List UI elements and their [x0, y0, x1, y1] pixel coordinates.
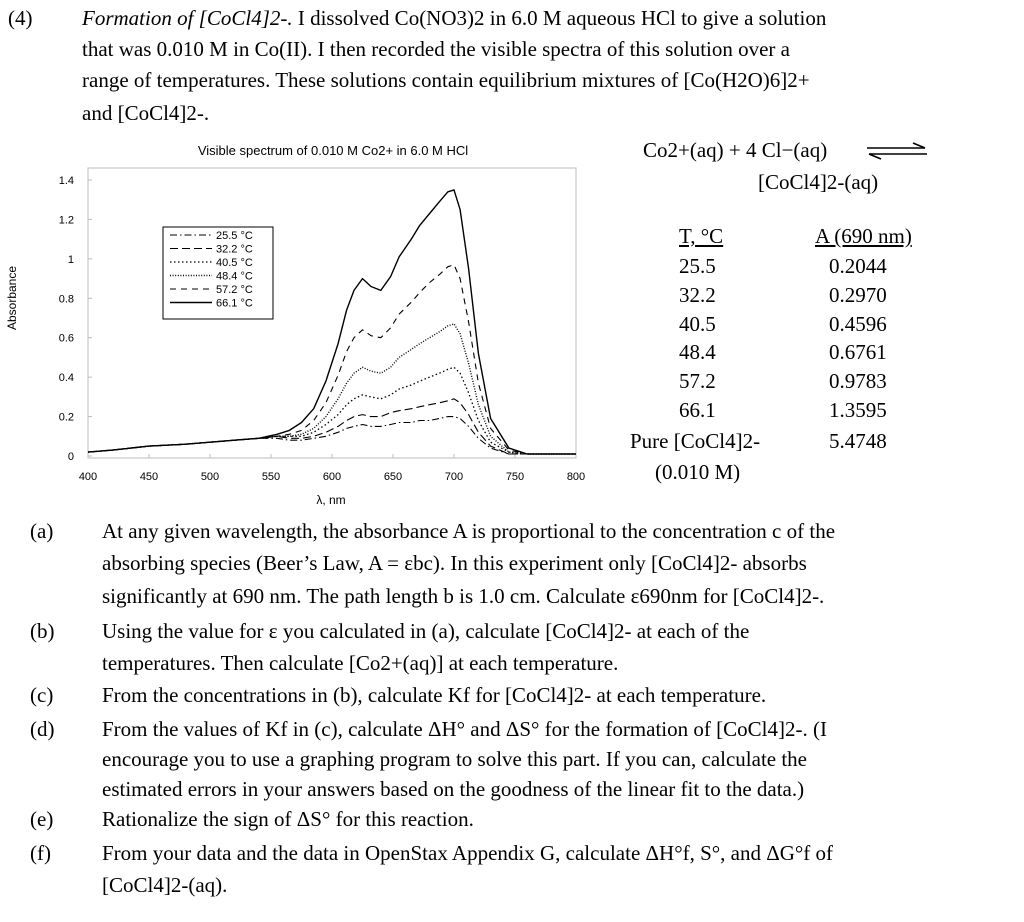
- part-d-line: From the values of Kf in (c), calculate ΔH° and ΔS° for the formation of [CoCl4]2-. (I: [102, 717, 827, 741]
- y-tick-label: 0.8: [58, 293, 74, 306]
- part-a-line: significantly at 690 nm. The path length b is 1.0 cm. Calculate ε690nm for [CoCl4]2-.: [102, 584, 825, 608]
- y-tick-label: 1.2: [58, 214, 74, 227]
- table-header-absorbance: A (690 nm): [815, 224, 912, 248]
- series-line-3: [88, 367, 576, 454]
- y-tick-label: 0.4: [58, 372, 74, 385]
- part-label-e: (e): [30, 807, 54, 831]
- part-d-line: encourage you to use a graphing program to solve this part. If you can, calculate the: [102, 747, 808, 771]
- x-tick-label: 450: [139, 471, 159, 483]
- table-temp: 66.1: [679, 398, 716, 422]
- table-abs: 0.6761: [829, 340, 887, 364]
- problem-intro-line-1: [82, 2, 826, 34]
- series-line-1: [88, 417, 576, 454]
- series-line-6: [88, 190, 576, 454]
- legend-label: 57.2 °C: [216, 284, 253, 296]
- intro-line: I dissolved Co(NO3)2 in 6.0 M aqueous HCl to give a solution: [297, 6, 827, 30]
- y-tick-label: 0.2: [58, 411, 74, 424]
- plot-frame: [88, 168, 576, 458]
- table-temp: 57.2: [679, 369, 716, 393]
- problem-intro-line-4: and [CoCl4]2-.: [82, 101, 210, 125]
- x-tick-label: 500: [200, 471, 220, 483]
- part-label-d: (d): [30, 717, 55, 741]
- equation-lhs: Co2+(aq) + 4 Cl−(aq): [643, 138, 828, 162]
- part-b-line: temperatures. Then calculate [Co2+(aq)] at each temperature.: [102, 651, 619, 675]
- legend-label: 32.2 °C: [216, 243, 253, 256]
- y-tick-label: 0: [67, 451, 74, 463]
- table-abs: 0.2970: [829, 283, 887, 307]
- problem-intro-line-2: that was 0.010 M in Co(II). I then recorded the visible spectra of this solution over a: [82, 37, 790, 61]
- x-axis-label: λ, nm: [316, 493, 346, 507]
- table-temp: 32.2: [679, 283, 716, 307]
- part-c-line: From the concentrations in (b), calculate Kf for [CoCl4]2- at each temperature.: [102, 683, 767, 707]
- series-lines: [88, 190, 576, 454]
- legend: [163, 227, 273, 319]
- y-tick-label: 0.6: [58, 332, 74, 345]
- part-label-c: (c): [30, 683, 54, 707]
- part-f-line: [CoCl4]2-(aq).: [102, 873, 228, 897]
- equation-rhs: [CoCl4]2-(aq): [758, 170, 879, 194]
- part-label-b: (b): [30, 619, 55, 643]
- problem-number: (4): [8, 6, 33, 30]
- y-axis-label: Absorbance: [5, 265, 19, 331]
- part-label-a: (a): [30, 519, 54, 543]
- table-abs: 0.9783: [829, 369, 887, 393]
- table-temp: 40.5: [679, 312, 716, 336]
- spectrum-chart: [0, 138, 600, 510]
- table-header-temp: T, °C: [679, 224, 724, 248]
- y-tick-label: 1.4: [58, 175, 74, 187]
- part-b-line: Using the value for ε you calculated in (a), calculate [CoCl4]2- at each of the: [102, 619, 750, 643]
- x-tick-label: 650: [383, 471, 403, 483]
- problem-intro-line-3: range of temperatures. These solutions contain equilibrium mixtures of [Co(H2O)6]2+: [82, 68, 810, 92]
- table-temp: 48.4: [679, 340, 716, 364]
- part-label-f: (f): [30, 841, 51, 865]
- chart-title: Visible spectrum of 0.010 M Co2+ in 6.0 M HCl: [197, 143, 469, 158]
- legend-label: 48.4 °C: [216, 270, 253, 283]
- table-abs: 1.3595: [829, 398, 887, 422]
- series-line-5: [88, 265, 576, 454]
- x-tick-label: 400: [78, 471, 98, 483]
- x-tick-label: 600: [322, 471, 342, 483]
- x-tick-label: 750: [505, 471, 525, 483]
- x-tick-label: 800: [566, 471, 586, 483]
- problem-title: Formation of [CoCl4]2-.: [82, 6, 293, 30]
- table-pure-conc: (0.010 M): [655, 460, 741, 484]
- x-tick-label: 700: [444, 471, 464, 483]
- part-f-line: From your data and the data in OpenStax Appendix G, calculate ΔH°f, S°, and ΔG°f of: [102, 841, 834, 865]
- table-abs: 0.2044: [829, 254, 887, 278]
- table-abs: 0.4596: [829, 312, 887, 336]
- x-tick-label: 550: [261, 471, 281, 483]
- part-d-line: estimated errors in your answers based on the goodness of the linear fit to the data.): [102, 777, 805, 801]
- equilibrium-arrow-icon: [865, 142, 929, 160]
- part-a-line: At any given wavelength, the absorbance A is proportional to the concentration c of the: [102, 519, 836, 543]
- part-a-line: absorbing species (Beer’s Law, A = εbc). In this experiment only [CoCl4]2- absorbs: [102, 551, 807, 575]
- table-pure-value: 5.4748: [829, 429, 887, 453]
- table-pure-label: Pure [CoCl4]2-: [630, 429, 761, 453]
- table-temp: 25.5: [679, 254, 716, 278]
- part-e-line: Rationalize the sign of ΔS° for this reaction.: [102, 807, 474, 831]
- y-tick-label: 1: [67, 253, 74, 266]
- legend-label: 25.5 °C: [216, 230, 253, 242]
- legend-label: 40.5 °C: [216, 257, 253, 269]
- legend-label: 66.1 °C: [216, 297, 253, 310]
